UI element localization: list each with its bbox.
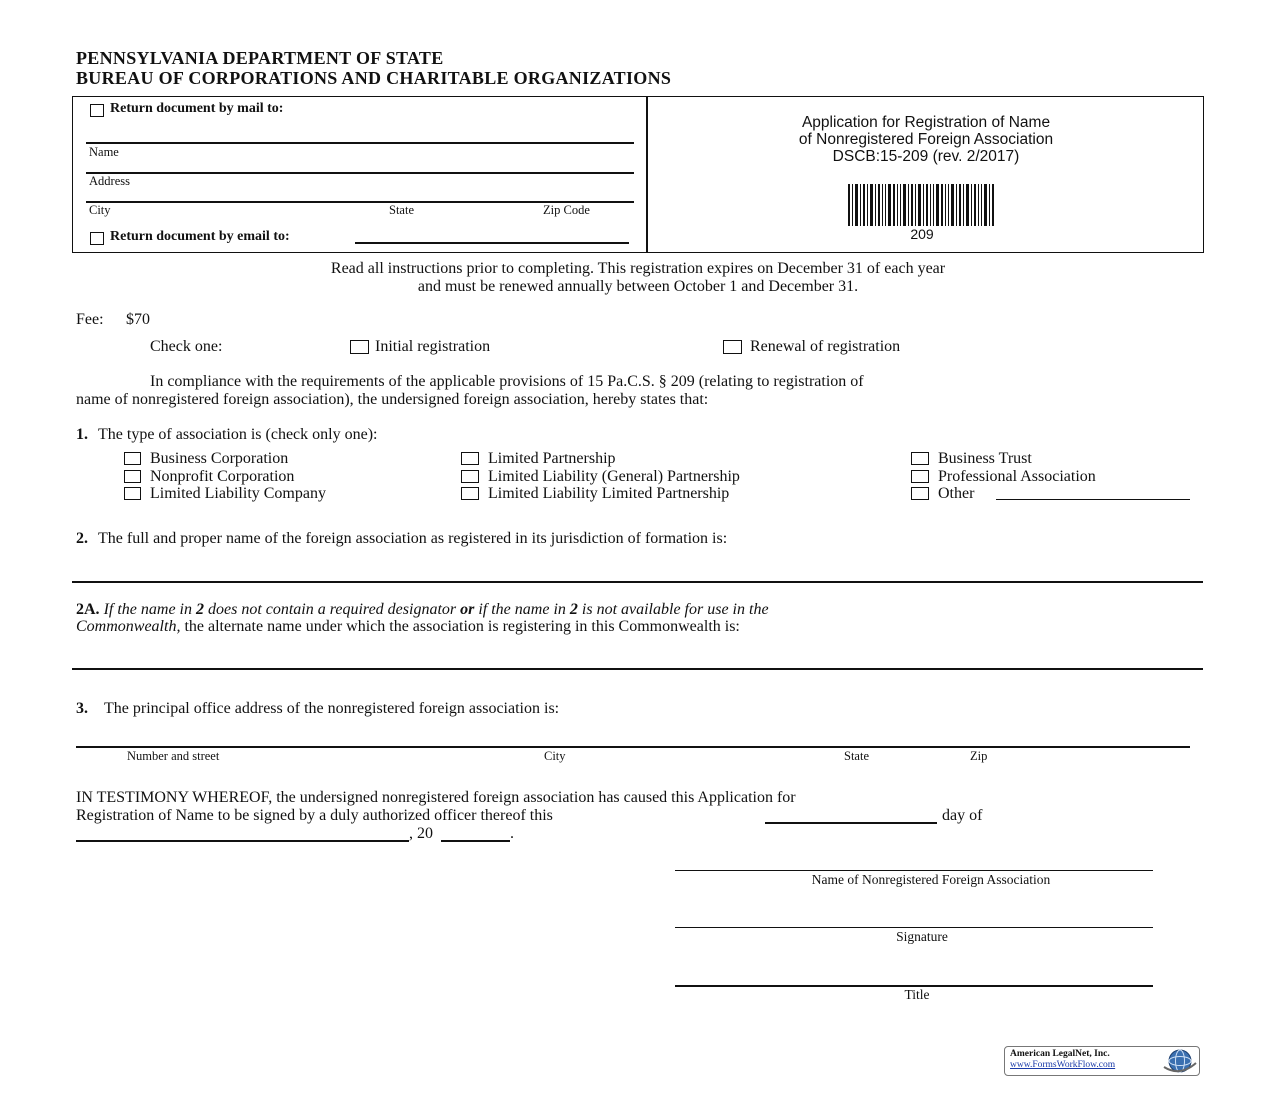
return-by-email-checkbox[interactable] bbox=[90, 232, 104, 245]
compliance-line-2: name of nonregistered foreign association), the undersigned foreign association, hereby states that: bbox=[76, 391, 709, 408]
bureau-heading: BUREAU OF CORPORATIONS AND CHARITABLE ORGANIZATIONS bbox=[76, 68, 672, 88]
address-city-label: City bbox=[544, 749, 566, 763]
department-heading: PENNSYLVANIA DEPARTMENT OF STATE bbox=[76, 48, 444, 68]
testimony-day-of: day of bbox=[942, 807, 983, 824]
nonprofit-corporation-checkbox[interactable] bbox=[124, 470, 141, 483]
month-input-line[interactable] bbox=[76, 840, 409, 842]
lllp-label: Limited Liability Limited Partnership bbox=[488, 485, 730, 502]
return-by-email-label: Return document by email to: bbox=[110, 229, 290, 244]
compliance-line-1: In compliance with the requirements of the applicable provisions of 15 Pa.C.S. § 209 (relating to registration of bbox=[150, 373, 864, 390]
return-line-1[interactable] bbox=[86, 142, 634, 144]
day-input-line[interactable] bbox=[765, 822, 937, 824]
other-checkbox[interactable] bbox=[911, 487, 929, 500]
initial-registration-label: Initial registration bbox=[375, 338, 491, 355]
business-corporation-label: Business Corporation bbox=[150, 450, 289, 467]
address-zip-label: Zip bbox=[970, 749, 988, 763]
limited-partnership-checkbox[interactable] bbox=[461, 452, 479, 465]
professional-association-label: Professional Association bbox=[938, 468, 1096, 485]
association-name-signature-label: Name of Nonregistered Foreign Association bbox=[811, 872, 1051, 887]
form-number: DSCB:15-209 (rev. 2/2017) bbox=[832, 148, 1020, 165]
testimony-period: . bbox=[510, 825, 514, 842]
testimony-line-2: Registration of Name to be signed by a duly authorized officer thereof this bbox=[76, 807, 553, 824]
llgp-checkbox[interactable] bbox=[461, 470, 479, 483]
other-input-line[interactable] bbox=[996, 499, 1190, 500]
email-input-line[interactable] bbox=[355, 242, 629, 244]
state-label: State bbox=[389, 203, 414, 217]
check-one-label: Check one: bbox=[150, 338, 223, 355]
business-trust-checkbox[interactable] bbox=[911, 452, 929, 465]
instructions-line-1: Read all instructions prior to completing. This registration expires on December 31 of each year bbox=[330, 260, 946, 277]
section-2a-ref-1: 2 bbox=[195, 601, 204, 618]
fee-amount: $70 bbox=[126, 311, 150, 328]
section-2a-line-2 bbox=[76, 618, 740, 636]
footer-company-name: American LegalNet, Inc. bbox=[1010, 1049, 1110, 1059]
section-3-text: The principal office address of the nonregistered foreign association is: bbox=[104, 700, 560, 717]
alternate-name-line[interactable] bbox=[72, 668, 1203, 670]
llc-label: Limited Liability Company bbox=[150, 485, 326, 502]
name-label: Name bbox=[89, 145, 119, 159]
city-label: City bbox=[89, 203, 111, 217]
name-input-line[interactable] bbox=[86, 172, 634, 174]
section-2a-text-4: is not available for use in the bbox=[581, 601, 769, 618]
number-and-street-label: Number and street bbox=[127, 749, 220, 763]
other-label: Other bbox=[938, 485, 975, 502]
barcode-number: 209 bbox=[910, 226, 934, 242]
association-name-line[interactable] bbox=[72, 581, 1203, 583]
section-2a-number: 2A. bbox=[76, 601, 100, 618]
section-1-number: 1. bbox=[76, 426, 88, 443]
business-corporation-checkbox[interactable] bbox=[124, 452, 141, 465]
professional-association-checkbox[interactable] bbox=[911, 470, 929, 483]
lllp-checkbox[interactable] bbox=[461, 487, 479, 500]
principal-office-address-line[interactable] bbox=[76, 746, 1190, 748]
title-label: Title bbox=[904, 987, 930, 1002]
form-title-line-1: Application for Registration of Name bbox=[801, 114, 1051, 131]
nonprofit-corporation-label: Nonprofit Corporation bbox=[150, 468, 295, 485]
testimony-line-1: IN TESTIMONY WHEREOF, the undersigned nonregistered foreign association has caused this Application for bbox=[76, 789, 796, 806]
limited-partnership-label: Limited Partnership bbox=[488, 450, 616, 467]
initial-registration-checkbox[interactable] bbox=[350, 340, 369, 354]
address-state-label: State bbox=[844, 749, 869, 763]
section-2a-line-1 bbox=[76, 601, 769, 619]
section-1-text: The type of association is (check only one): bbox=[98, 426, 378, 443]
llc-checkbox[interactable] bbox=[124, 487, 141, 500]
year-input-line[interactable] bbox=[441, 840, 510, 842]
section-2a-text-6: the alternate name under which the association is registering in this Commonwealth is: bbox=[184, 618, 740, 635]
fee-label: Fee: bbox=[76, 311, 104, 328]
footer-url-link[interactable]: www.FormsWorkFlow.com bbox=[1010, 1060, 1116, 1070]
llgp-label: Limited Liability (General) Partnership bbox=[488, 468, 740, 485]
return-by-mail-checkbox[interactable] bbox=[90, 104, 104, 117]
signature-label: Signature bbox=[896, 929, 948, 944]
globe-logo-icon bbox=[1160, 1047, 1198, 1075]
zip-code-label: Zip Code bbox=[543, 203, 590, 217]
section-2a-ref-2: 2 bbox=[569, 601, 578, 618]
section-3-number: 3. bbox=[76, 700, 88, 717]
section-2a-text-5: Commonwealth, bbox=[76, 618, 181, 635]
return-by-mail-label: Return document by mail to: bbox=[110, 101, 284, 116]
renewal-registration-label: Renewal of registration bbox=[750, 338, 901, 355]
business-trust-label: Business Trust bbox=[938, 450, 1032, 467]
section-2a-text-3: if the name in bbox=[478, 601, 566, 618]
barcode-icon bbox=[848, 184, 996, 226]
instructions-line-2: and must be renewed annually between October 1 and December 31. bbox=[417, 278, 859, 295]
form-title-line-2: of Nonregistered Foreign Association bbox=[798, 131, 1054, 148]
section-2a-text-2: does not contain a required designator bbox=[207, 601, 457, 618]
address-label: Address bbox=[89, 174, 130, 188]
section-2a-text-1: If the name in bbox=[103, 601, 192, 618]
renewal-registration-checkbox[interactable] bbox=[723, 340, 742, 354]
section-2a-or: or bbox=[460, 601, 475, 618]
testimony-year-prefix: , 20 bbox=[409, 825, 433, 842]
section-2-number: 2. bbox=[76, 530, 88, 547]
section-2-text: The full and proper name of the foreign association as registered in its jurisdiction of formation is: bbox=[98, 530, 728, 547]
